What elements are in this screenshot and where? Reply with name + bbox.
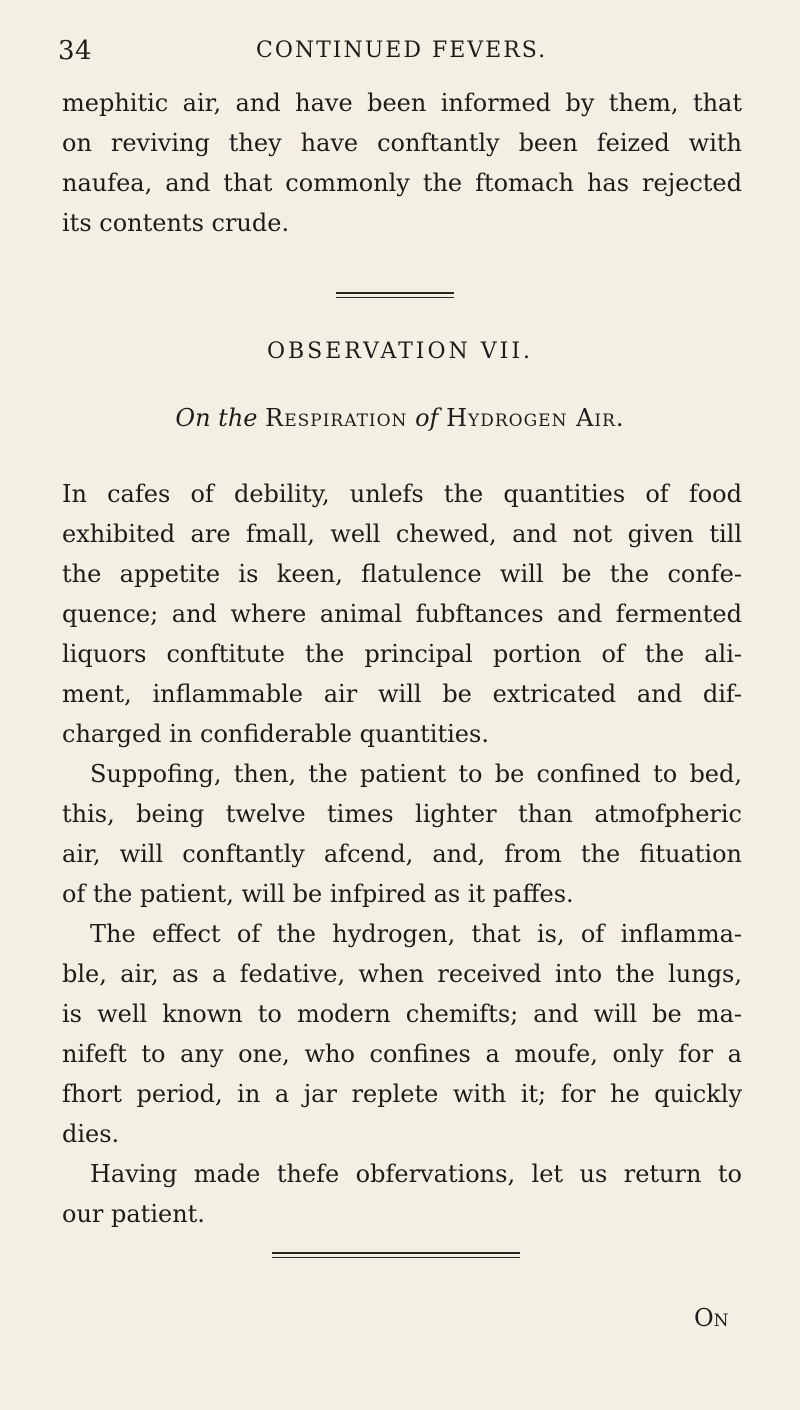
page-number: 34: [58, 36, 93, 66]
section-divider: [336, 292, 454, 298]
text-line: this, being twelve times lighter than atmofpheric: [62, 800, 742, 828]
text-line: exhibited are fmall, well chewed, and not given till: [62, 520, 742, 548]
text-line: ble, air, as a fedative, when received into the lungs,: [62, 960, 742, 988]
text-line: charged in confiderable quantities.: [62, 720, 489, 748]
text-line: its contents crude.: [62, 209, 290, 237]
text-line: Suppofing, then, the patient to be confined to bed,: [90, 760, 742, 788]
subtitle-hydrogen-air: Hydrogen Air.: [446, 404, 625, 432]
text-line: of the patient, will be infpired as it paffes.: [62, 880, 574, 908]
text-line: liquors conftitute the principal portion of the ali-: [62, 640, 742, 668]
observation-heading: OBSERVATION VII.: [266, 339, 534, 364]
text-line: mephitic air, and have been informed by them, that: [62, 89, 742, 117]
subtitle-prefix: On the: [175, 404, 258, 432]
observation-subtitle: [0, 404, 800, 432]
subtitle-respiration: Respiration: [265, 404, 408, 432]
body-text: [62, 474, 742, 1234]
text-line: nifeft to any one, who confines a moufe, only for a: [62, 1040, 742, 1068]
text-line: on reviving they have conftantly been feized with: [62, 129, 742, 157]
text-line: the appetite is keen, flatulence will be the confe-: [62, 560, 742, 588]
end-divider: [272, 1252, 520, 1258]
text-line: quence; and where animal fubftances and fermented: [62, 600, 742, 628]
text-line: naufea, and that commonly the ftomach has rejected: [62, 169, 742, 197]
text-line: our patient.: [62, 1200, 205, 1228]
text-line: fhort period, in a jar replete with it; for he quickly: [62, 1080, 742, 1108]
running-title: CONTINUED FEVERS.: [256, 38, 548, 63]
subtitle-of: of: [415, 404, 439, 432]
text-line: Having made thefe obfervations, let us return to: [90, 1160, 742, 1188]
text-line: is well known to modern chemifts; and will be ma-: [62, 1000, 742, 1028]
paragraph-opening: [62, 83, 742, 243]
text-line: air, will conftantly afcend, and, from the fituation: [62, 840, 742, 868]
text-line: dies.: [62, 1120, 120, 1148]
text-line: The effect of the hydrogen, that is, of inflamma-: [90, 920, 742, 948]
catchword: On: [694, 1304, 729, 1332]
text-line: In cafes of debility, unlefs the quantities of food: [62, 480, 742, 508]
text-line: ment, inflammable air will be extricated and dif-: [62, 680, 742, 708]
